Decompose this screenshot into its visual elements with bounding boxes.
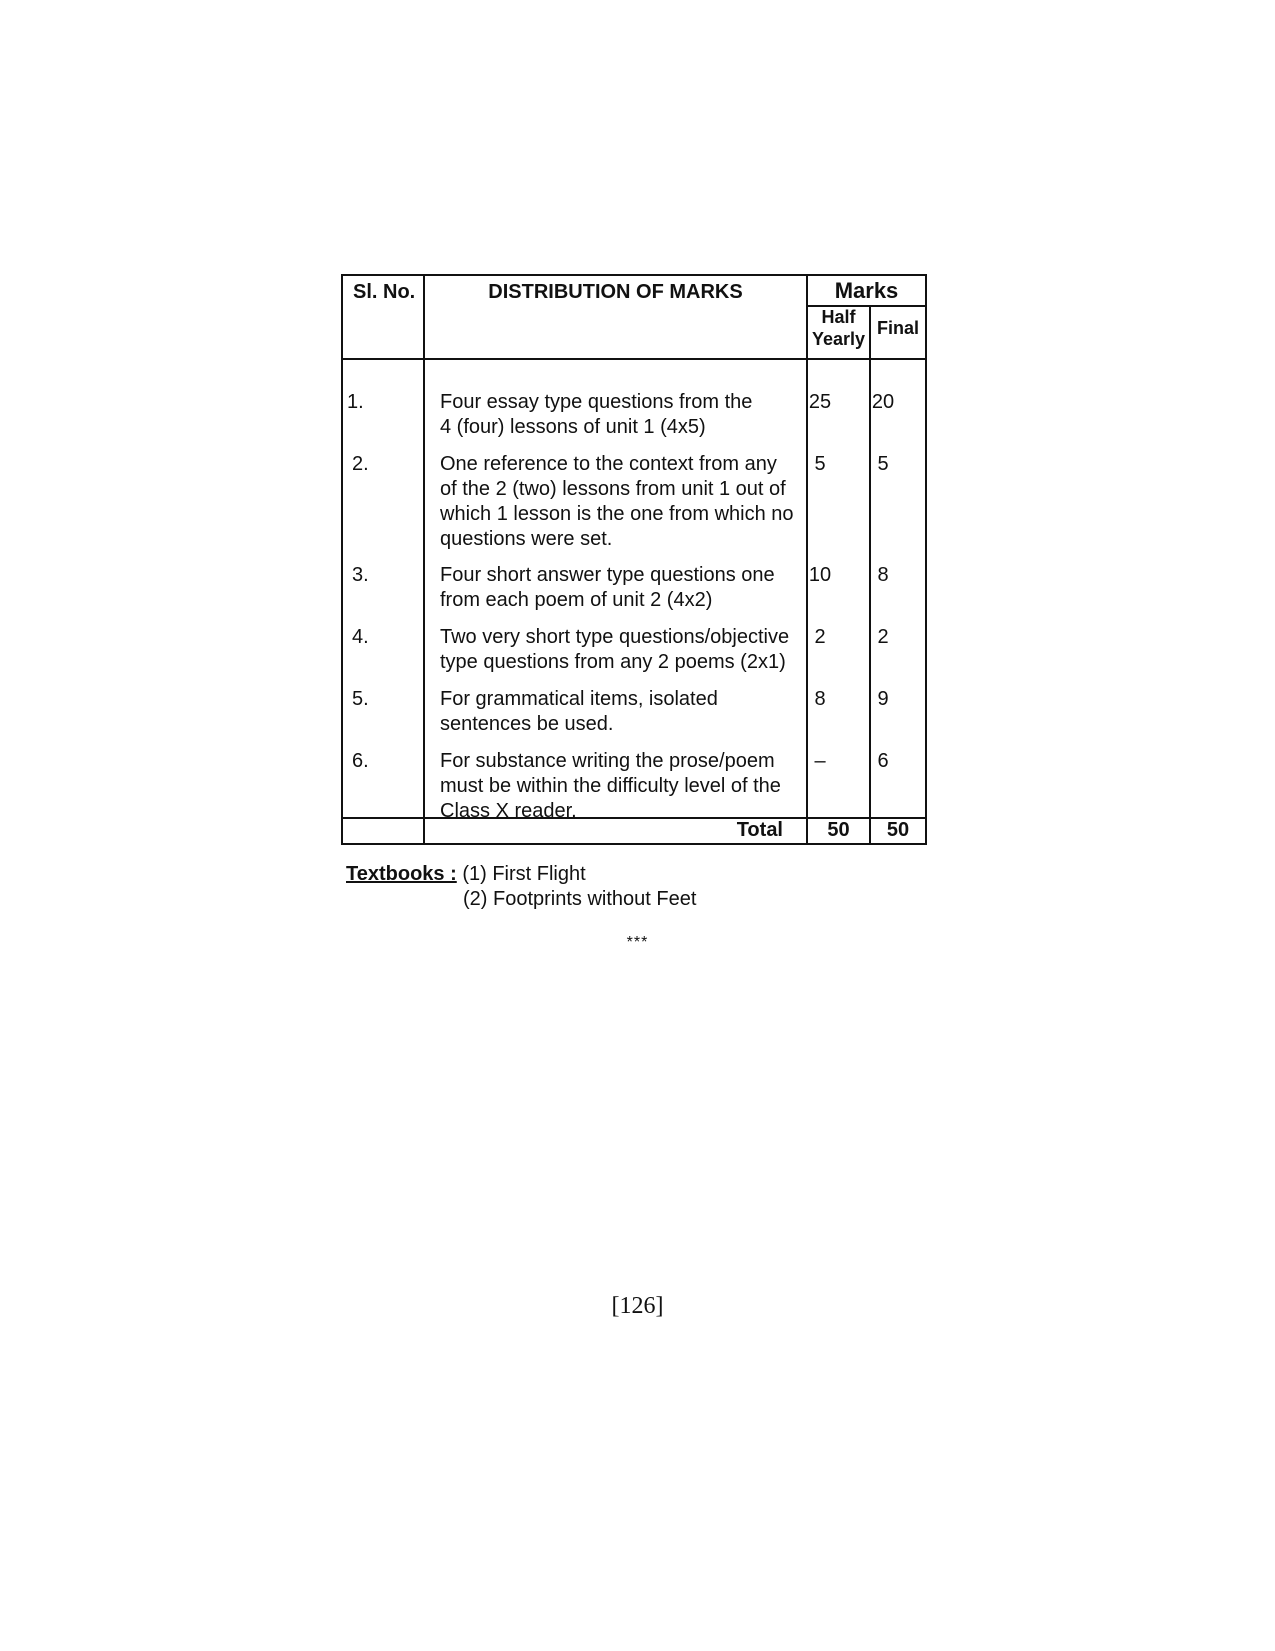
row-half-yearly-marks: 5 xyxy=(814,453,826,475)
header-half-yearly-line2: Yearly xyxy=(811,329,866,349)
row-sl-no: 4. xyxy=(352,626,369,648)
header-final: Final xyxy=(876,318,919,338)
textbook-line-1 xyxy=(346,862,696,887)
textbooks-section xyxy=(346,862,696,912)
marks-distribution-table xyxy=(341,274,927,845)
total-half-yearly: 50 xyxy=(827,819,850,841)
total-label: Total xyxy=(736,819,783,841)
header-distribution-of-marks: DISTRIBUTION OF MARKS xyxy=(488,281,743,303)
row-half-yearly-marks: 8 xyxy=(814,688,826,710)
row-description: For grammatical items, isolated sentences be used. xyxy=(440,688,718,735)
row-half-yearly-marks: 10 xyxy=(808,564,832,586)
row-sl-no: 3. xyxy=(352,564,369,586)
row-sl-no: 1. xyxy=(347,391,364,413)
row-final-marks: 6 xyxy=(877,750,889,772)
row-description: One reference to the context from any of the 2 (two) lessons from unit 1 out of which 1 lesson is the one from which no questions were set. xyxy=(440,453,794,550)
textbook-line-2 xyxy=(346,887,696,912)
page-number: [126] xyxy=(611,1293,664,1319)
row-final-marks: 8 xyxy=(877,564,889,586)
row-description: Four short answer type questions one from each poem of unit 2 (4x2) xyxy=(440,564,775,611)
textbooks-label: Textbooks : xyxy=(346,863,457,885)
row-description: Two very short type questions/objective type questions from any 2 poems (2x1) xyxy=(440,626,790,673)
row-description: Four essay type questions from the 4 (four) lessons of unit 1 (4x5) xyxy=(440,391,753,438)
section-separator: *** xyxy=(626,934,649,951)
header-bottom-divider xyxy=(343,358,925,360)
header-marks: Marks xyxy=(834,278,899,303)
column-divider-sl xyxy=(423,276,425,843)
row-final-marks: 2 xyxy=(877,626,889,648)
row-half-yearly-marks: – xyxy=(814,750,826,772)
row-final-marks: 5 xyxy=(877,453,889,475)
header-half-yearly-line1: Half xyxy=(821,307,856,327)
row-sl-no: 6. xyxy=(352,750,369,772)
row-sl-no: 5. xyxy=(352,688,369,710)
row-final-marks: 20 xyxy=(871,391,895,413)
textbook-item: (2) Footprints without Feet xyxy=(463,888,697,910)
textbook-item: (1) First Flight xyxy=(462,863,586,885)
row-half-yearly-marks: 2 xyxy=(814,626,826,648)
row-final-marks: 9 xyxy=(877,688,889,710)
total-final: 50 xyxy=(886,819,910,841)
row-half-yearly-marks: 25 xyxy=(808,391,832,413)
header-sl-no: Sl. No. xyxy=(353,281,416,303)
row-description: For substance writing the prose/poem must be within the difficulty level of the Class X reader. xyxy=(440,750,781,822)
row-sl-no: 2. xyxy=(352,453,369,475)
